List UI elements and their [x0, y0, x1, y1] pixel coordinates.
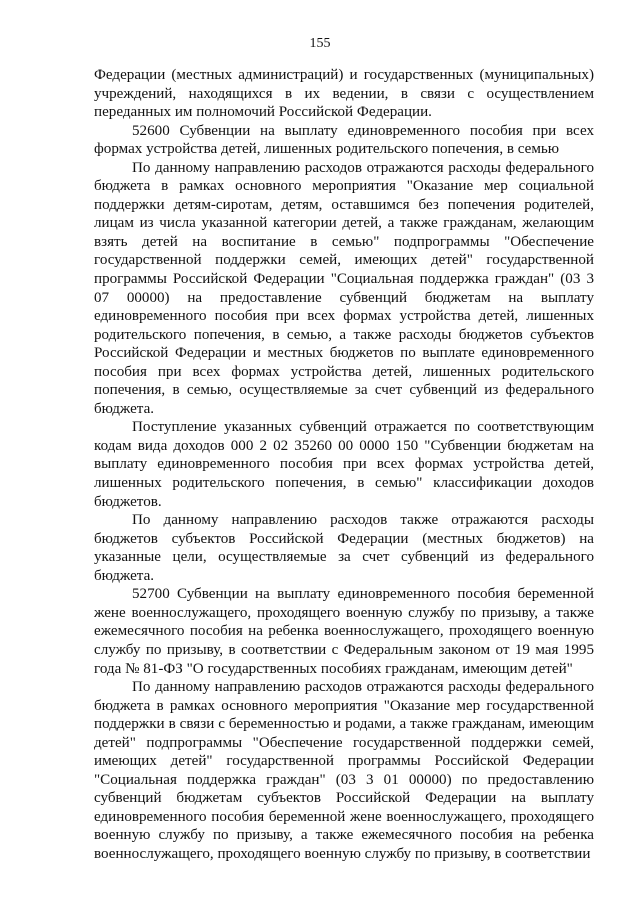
paragraph-52700-expenses: По данному направлению расходов отражаются расходы федерального бюджета в рамках основного мероприятия "Оказание мер государственной поддержки в связи с беременностью и родами, а также гражданам, имеющим детей" подпрограммы "Обеспечение государственной поддержки семей, имеющих детей" государственной программы Российской Федерации "Социальная поддержка граждан" (03 3 01 00000) по предоставлению субвенций бюджетам субъектов Российской Федерации на выплату единовременного пособия беременной жене военнослужащего, проходящего военную службу по призыву, а также ежемесячного пособия на ребенка военнослужащего, проходящего военную службу по призыву, в соответствии [94, 679, 594, 862]
document-body [94, 66, 594, 864]
paragraph-heading-52600: 52600 Субвенции на выплату единовременного пособия при всех формах устройства детей, лишенных родительского попечения, в семью [94, 122, 594, 158]
paragraph-heading-52700: 52700 Субвенции на выплату единовременного пособия беременной жене военнослужащего, проходящего военную службу по призыву, а также ежемесячного пособия на ребенка военнослужащего, проходящего военную службу по призыву, в соответствии с Федеральным законом от 19 мая 1995 года № 81-ФЗ "О государственных пособиях гражданам, имеющим детей" [94, 586, 594, 677]
paragraph-continuation: Федерации (местных администраций) и государственных (муниципальных) учреждений, находящихся в их ведении, в связи с осуществлением переданных им полномочий Российской Федерации. [94, 67, 594, 121]
paragraph-52600-revenue: Поступление указанных субвенций отражается по соответствующим кодам вида доходов 000 2 02 35260 00 0000 150 "Субвенции бюджетам на выплату единовременного пособия при всех формах устройства детей, лишенных родительского попечения, в семью" классификации доходов бюджетов. [94, 419, 594, 510]
paragraph-52600-expenses: По данному направлению расходов отражаются расходы федерального бюджета в рамках основного мероприятия "Оказание мер социальной поддержки детям-сиротам, детям, оставшимся без попечения родителей, лицам из числа указанной категории детей, а также гражданам, желающим взять детей на воспитание в семью" подпрограммы "Обеспечение государственной поддержки семей, имеющих детей" государственной программы Российской Федерации "Социальная поддержка граждан" (03 3 07 00000) на предоставление субвенций бюджетам на выплату единовременного пособия при всех формах устройства детей, лишенных родительского попечения, в семью, а также расходы бюджетов субъектов Российской Федерации и местных бюджетов по выплате единовременного пособия при всех формах устройства детей, лишенных родительского попечения, в семью, осуществляемые за счет субвенций из федерального бюджета. [94, 159, 594, 417]
page-number: 155 [309, 36, 331, 51]
paragraph-52600-regional: По данному направлению расходов также отражаются расходы бюджетов субъектов Российской Федерации (местных бюджетов) на указанные цели, осуществляемые за счет субвенций из федерального бюджета. [94, 512, 594, 584]
